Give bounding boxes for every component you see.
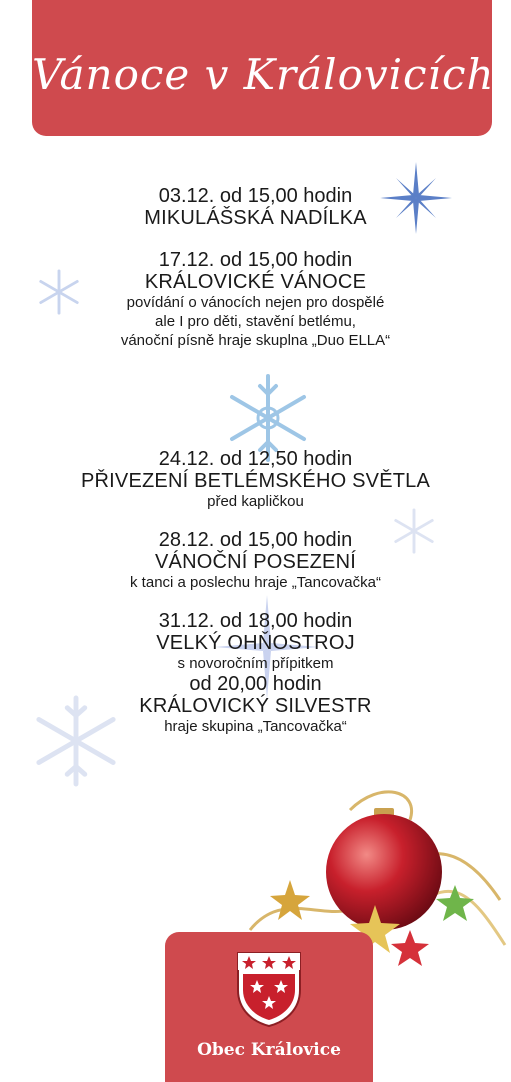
event-description-line: ale I pro děti, stavění betlému, [155, 313, 356, 330]
footer-banner [165, 932, 373, 1082]
event-description-line: povídání o vánocích nejen pro dospělé [126, 294, 385, 311]
event-name: PŘIVEZENÍ BETLÉMSKÉHO SVĚTLA [80, 470, 431, 492]
event-item [0, 448, 511, 511]
event-description-line: před kapličkou [207, 493, 304, 510]
event-list [0, 185, 511, 736]
event-description-line: s novoročním přípitkem [177, 655, 334, 672]
page-title: Vánoce v Královicích [32, 50, 495, 99]
event-date: 28.12. od 15,00 hodin [158, 529, 353, 551]
event-date: 03.12. od 15,00 hodin [158, 185, 353, 207]
header-banner [32, 0, 495, 136]
event-description-line: vánoční písně hraje skuplna „Duo ELLA“ [120, 332, 391, 349]
event-name: MIKULÁŠSKÁ NADÍLKA [144, 207, 367, 229]
event-name: VÁNOČNÍ POSEZENÍ [154, 551, 356, 573]
event-item [0, 529, 511, 592]
event-name: VELKÝ OHŇOSTROJ [156, 632, 355, 654]
event-date: 31.12. od 18,00 hodin [158, 610, 353, 632]
event-description-line: k tanci a poslechu hraje „Tancovačka“ [130, 574, 381, 591]
event-name: KRÁLOVICKÉ VÁNOCE [144, 271, 367, 293]
crest-icon [235, 950, 303, 1028]
event-name: KRÁLOVICKÝ SILVESTR [139, 695, 372, 717]
event-item [0, 249, 511, 350]
event-item [0, 185, 511, 229]
municipality-name: Obec Královice [197, 1040, 341, 1060]
event-date: 17.12. od 15,00 hodin [158, 249, 353, 271]
event-item [0, 610, 511, 673]
event-date: od 20,00 hodin [189, 673, 322, 695]
event-description-line: hraje skupina „Tancovačka“ [164, 718, 347, 735]
event-item [0, 673, 511, 736]
event-date: 24.12. od 12,50 hodin [158, 448, 353, 470]
